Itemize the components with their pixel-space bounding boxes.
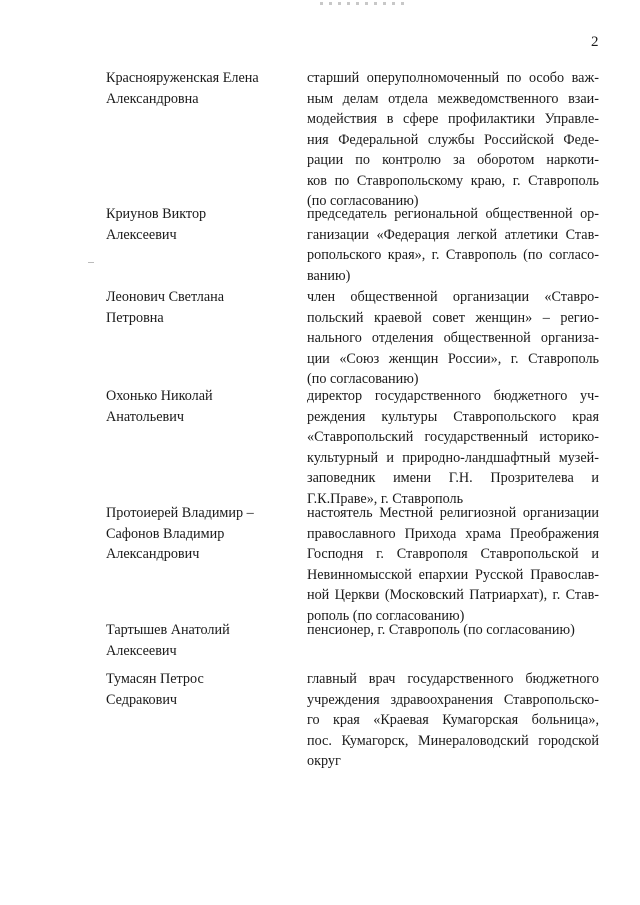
member-position-line: реждения культуры Ставропольского края bbox=[307, 408, 599, 425]
member-position-line: православного Прихода храма Преображения bbox=[307, 525, 599, 542]
member-position bbox=[307, 620, 599, 641]
member-position-line: Невинномысской епархии Русской Православ- bbox=[307, 566, 599, 583]
member-position-line: рации по контролю за оборотом наркоти- bbox=[307, 152, 599, 168]
scan-artifact-tick bbox=[88, 262, 94, 263]
member-position bbox=[307, 287, 599, 390]
member-position-line: (по согласованию) bbox=[307, 193, 419, 209]
member-name-line: Тумасян Петрос bbox=[106, 671, 204, 687]
member-position-line: Г.К.Праве», г. Ставрополь bbox=[307, 490, 464, 507]
member-name-line: Анатольевич bbox=[106, 408, 184, 425]
member-name bbox=[106, 287, 286, 328]
member-position bbox=[307, 204, 599, 286]
member-name-line: Охонько Николай bbox=[106, 388, 213, 404]
member-position-line: главный врач государственного бюджетного bbox=[307, 671, 599, 687]
member-name-line: Александровна bbox=[106, 90, 199, 107]
member-position bbox=[307, 386, 599, 509]
member-position-line: председатель региональной общественной ор- bbox=[307, 206, 599, 222]
member-position-line: ной Церкви (Московский Патриархат), г. Став- bbox=[307, 587, 599, 603]
member-name bbox=[106, 620, 286, 661]
member-name bbox=[106, 68, 286, 109]
member-name-line: Алексеевич bbox=[106, 226, 177, 243]
member-name-line: Краснояруженская Елена bbox=[106, 70, 259, 86]
member-position-line: го края «Краевая Кумагорская больница», bbox=[307, 712, 599, 728]
member-position-line: ропольского края», г. Ставрополь (по согласо- bbox=[307, 247, 599, 263]
member-name-line: Криунов Виктор bbox=[106, 206, 207, 222]
member-name-line: Леонович Светлана bbox=[106, 289, 225, 305]
page-number: 2 bbox=[591, 34, 599, 50]
member-position-line: модействия в сфере профилактики Управле- bbox=[307, 111, 599, 127]
member-name bbox=[106, 503, 286, 565]
member-position-line: (по согласованию) bbox=[307, 371, 419, 387]
member-position-line: директор государственного бюджетного уч- bbox=[307, 388, 599, 404]
member-position-line: член общественной организации «Ставро- bbox=[307, 289, 599, 305]
member-name-line: Петровна bbox=[106, 309, 164, 326]
member-position-line: старший оперуполномоченный по особо важ- bbox=[307, 70, 599, 86]
member-name bbox=[106, 204, 286, 245]
member-name-line: Алексеевич bbox=[106, 642, 177, 659]
member-position-line: рополь (по согласованию) bbox=[307, 607, 465, 624]
member-name-line: Седракович bbox=[106, 691, 178, 708]
member-name-line: Тартышев Анатолий bbox=[106, 622, 230, 638]
member-position-line: округ bbox=[307, 753, 341, 769]
member-position-line: ганизации «Федерация легкой атлетики Став- bbox=[307, 226, 599, 243]
member-position-line: заповедник имени Г.Н. Прозрителева и bbox=[307, 470, 599, 486]
member-position-line: пос. Кумагорск, Минераловодский городской bbox=[307, 732, 599, 749]
member-position-line: настоятель Местной религиозной организации bbox=[307, 505, 599, 521]
member-name bbox=[106, 669, 286, 710]
member-position-line: ния Федеральной службы Российской Феде- bbox=[307, 131, 599, 148]
member-position-line: культурный и природно-ландшафтный музей- bbox=[307, 449, 599, 466]
member-position-line: учреждения здравоохранения Ставропольско- bbox=[307, 691, 599, 708]
member-position-line: «Ставропольский государственный историко- bbox=[307, 429, 599, 445]
member-position-line: ков по Ставропольскому краю, г. Ставрополь bbox=[307, 172, 599, 189]
member-position-line: Господня г. Ставрополя Ставропольской и bbox=[307, 546, 599, 562]
member-position bbox=[307, 68, 599, 212]
member-name bbox=[106, 386, 286, 427]
member-name-line: Сафонов Владимир bbox=[106, 525, 225, 542]
member-position-line: ции «Союз женщин России», г. Ставрополь bbox=[307, 350, 599, 367]
member-position-line: польский краевой совет женщин» – регио- bbox=[307, 309, 599, 326]
member-name-line: Александрович bbox=[106, 546, 200, 562]
member-position-line: ным делам отдела межведомственного взаи- bbox=[307, 90, 599, 107]
member-position bbox=[307, 503, 599, 626]
member-position-line: нального отделения общественной организа- bbox=[307, 330, 599, 346]
member-position-line: пенсионер, г. Ставрополь (по согласованию) bbox=[307, 622, 575, 638]
member-position-line: ванию) bbox=[307, 267, 351, 284]
scan-artifact bbox=[320, 2, 410, 5]
member-position bbox=[307, 669, 599, 772]
member-name-line: Протоиерей Владимир – bbox=[106, 505, 254, 521]
